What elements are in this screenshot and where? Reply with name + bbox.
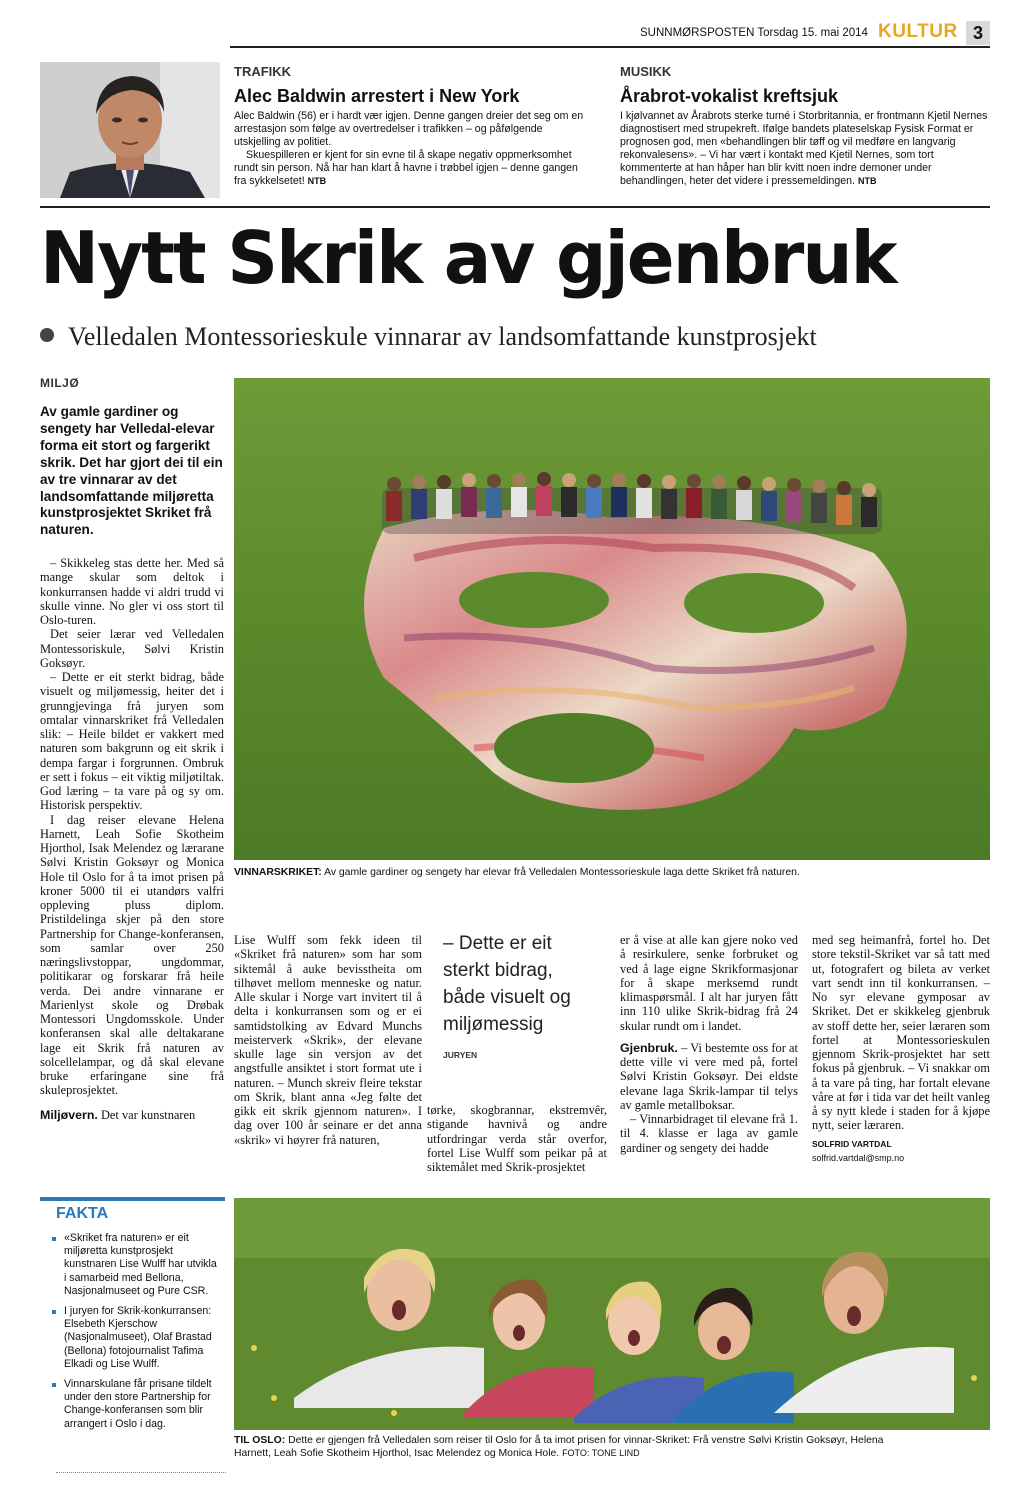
- portrait-photo: [40, 62, 220, 198]
- body-paragraph: – Vinnarbidraget til elevane frå 1. til 4. klasse er laga av gamle gardiner og sengety dei hadde: [620, 1112, 798, 1155]
- brief-title-arabrot: Årabrot-vokalist kreftsjuk: [620, 86, 839, 106]
- body-paragraph: tørke, skogbrannar, ekstremvêr, stigande havnivå og andre utfordringar verda står overfor, fortel Lise Wulff som peikar på at siktemålet med Skrik-prosjektet: [427, 1103, 607, 1174]
- brief-paragraph-text: Skuespilleren er kjent for sin evne til å skape negativ oppmerksomhet rundt sin person. Nå har han klart å havne i trøbbel igjen – denne gangen fra sykkelsetet!: [234, 149, 578, 188]
- group-photo-illustration: [234, 1198, 990, 1430]
- portrait-illustration: [40, 62, 220, 198]
- brief-byline: NTB: [857, 176, 877, 187]
- subheadline: [40, 322, 817, 352]
- fakta-item: Vinnarskulane får prisane tildelt under den store Partnership for Change-konferansen som blir arrangert i Oslo i dag.: [40, 1378, 225, 1431]
- article-column-1: [40, 556, 224, 1122]
- header-rule: [230, 46, 990, 48]
- group-photo-caption: [234, 1434, 990, 1460]
- article-column-2: [234, 933, 422, 1147]
- headline: Nytt Skrik av gjenbruk: [40, 216, 896, 300]
- caption-line-2: [234, 1447, 990, 1460]
- fakta-divider: [56, 1472, 226, 1473]
- byline-email[interactable]: solfrid.vartdal@smp.no: [812, 1152, 905, 1163]
- subsection-text: – Vi bestemte oss for at dette ville vi vere med på, fortel Sølvi Kristin Goksøyr. Dei eldste elevane laga Skrik-lampar til telys av gamle metallboksar.: [620, 1040, 798, 1112]
- brief-body-baldwin: [234, 110, 586, 189]
- brief-paragraph: Alec Baldwin (56) er i hardt vær igjen. Denne gangen dreier det seg om en arrestasjon som følge av overtredelser i trafikken – og påfølgende utskjelling av politiet.: [234, 110, 584, 149]
- page-number: 3: [966, 21, 990, 45]
- fakta-header: [40, 1197, 225, 1223]
- masthead: SUNNMØRSPOSTEN Torsdag 15. mai 2014: [640, 27, 868, 39]
- body-paragraph: – Skikkeleg stas dette her. Med så mange skular som deltok i konkurransen hadde vi aldri trudd vi skulle vinne. No gler vi oss stort til Oslo-turen.: [40, 556, 224, 627]
- subheadline-text: Velledalen Montessorieskule vinnarar av landsomfattande kunstprosjekt: [68, 322, 817, 351]
- caption-label: VINNARSKRIKET:: [234, 867, 322, 878]
- caption-label: TIL OSLO:: [234, 1435, 286, 1446]
- group-photo: [234, 1198, 990, 1430]
- section-rule: [40, 206, 990, 208]
- photo-credit: FOTO: TONE LIND: [562, 1448, 640, 1458]
- byline-name: SOLFRID VARTDAL: [812, 1138, 892, 1149]
- caption-text: Harnett, Leah Sofie Skotheim Hjorthol, Isac Melendez og Monica Hole.: [234, 1448, 560, 1459]
- subsection-lead: Gjenbruk.: [620, 1040, 678, 1055]
- fakta-list: [40, 1232, 225, 1438]
- fakta-title: FAKTA: [56, 1205, 109, 1222]
- skrik-artwork-photo: [234, 378, 990, 860]
- bullet-icon: [40, 328, 54, 342]
- body-paragraph: Lise Wulff som fekk ideen til «Skriket frå naturen» som har som siktemål å auke bevisstheita om tilhøvet mellom menneske og natur. Alle skular i Norge vart invitert til å delta i konkurransen som og er ei samtidstolking av Edvard Munchs meisterverk «Skrik», der elevane skulle lage sin versjon av det angstfulle ansiktet i stort format ute i naturen. – Munch skreiv fleire tekstar om Skrik, blant anna «Jeg følte det gikk eit skrik gjennom naturen». I dag over 100 år seinare er det anna «skrik» vi høyrer frå naturen,: [234, 933, 422, 1147]
- article-column-5: [812, 933, 990, 1165]
- caption-line-1: [234, 1434, 990, 1447]
- body-paragraph: er å vise at alle kan gjere noko ved å resirkulere, senke forbruket og ved å lage eigne Skrikformasjonar for å skape merksemd rundt klimaspørsmål. I alt har juryen fått inn 110 ulike Skrik-bidrag frå 24 skular rundt om i landet.: [620, 933, 798, 1033]
- caption-text: Av gamle gardiner og sengety har elevar frå Velledalen Montessorieskule laga dette Skriket frå naturen.: [324, 867, 800, 878]
- pull-quote: – Dette er eit sterkt bidrag, både visuelt og miljømessig: [443, 933, 571, 1035]
- fakta-item: I juryen for Skrik-konkurransen: Elsebeth Kjerschow (Nasjonalmuseet), Olaf Brastad (Bellona) fotojournalist Tafima Elkadi og Lise Wulff.: [40, 1305, 225, 1371]
- brief-kicker-trafikk: TRAFIKK: [234, 64, 292, 79]
- main-photo-caption: [234, 866, 990, 879]
- brief-body-arabrot: [620, 110, 990, 189]
- article-ingress: Av gamle gardiner og sengety har Velledal-elevar forma eit stort og fargerikt skrik. Det har gjort dei til ein av tre vinnarar av det landsomfattande miljøretta kunstprosjektet Skriket frå naturen.: [40, 404, 223, 538]
- article-column-4: [620, 933, 798, 1155]
- body-paragraph: I dag reiser elevane Helena Harnett, Leah Sofie Skotheim Hjorthol, Isak Melendez og lærarane Sølvi Kristin Goksøyr og Monica Hole til Oslo for å ta imot prisen på kroner 5000 til ei utandørs valfri oppleving pluss diplom. Pristildelinga skjer på den store Partnership for Change-konferansen, som samlar over 250 næringslivstoppar, ungdommar, politikarar og forskarar frå heile verda. Dei andre vinnarane er Marienlyst skole og Drøbak Montessori Ungdomsskole. Under konferansen skal alle deltakarane lage eit Skrik frå naturen av solcellelampar, og då skal elevane bruke erfaringane sine frå skuleprosjektet.: [40, 812, 224, 1098]
- brief-kicker-musikk: MUSIKK: [620, 64, 672, 79]
- byline: [812, 1137, 990, 1166]
- body-subsection: [620, 1041, 798, 1112]
- brief-paragraph-text: I kjølvannet av Årabrots sterke turné i Storbritannia, er frontmann Kjetil Nernes diagnostisert med strupekreft. Ifølge bandets plateselskap Fysisk Format er prognosen god, men «behandlingen blir tøff og vil medføre en langvarig rekonvalesens». – Vi har vært i kontakt med Kjetil Nernes, som tort kommenterte at han håper han blir kvitt noen indre demoner under behandlingen, heter det videre i pressemeldingen.: [620, 110, 988, 188]
- brief-byline: NTB: [307, 176, 327, 187]
- body-subsection: [40, 1108, 224, 1122]
- body-paragraph: Det seier lærar ved Velledalen Montessoriskule, Sølvi Kristin Goksøyr.: [40, 627, 224, 670]
- brief-title-baldwin: Alec Baldwin arrestert i New York: [234, 86, 520, 106]
- pull-quote-source: JURYEN: [443, 1050, 478, 1060]
- subsection-lead: Miljøvern.: [40, 1107, 98, 1122]
- caption-text: Dette er gjengen frå Velledalen som reiser til Oslo for å ta imot prisen for vinnar-Skriket: Frå venstre Sølvi Kristin Goksøyr, Helena: [288, 1435, 884, 1446]
- fakta-item: «Skriket fra naturen» er eit miljøretta kunstprosjekt kunstnaren Lise Wulff har utvikla i samarbeid med Bellona, Nasjonalmuseet og Pure CSR.: [40, 1232, 225, 1298]
- article-kicker: MILJØ: [40, 376, 80, 390]
- body-paragraph: med seg heimanfrå, fortel ho. Det store tekstil-Skriket var så tatt med ut, fotografert og bileta av verket vart sendt inn til konkurransen. – No syr elevane gymposar av Skriket. Det er skikkeleg gjenbruk av stoff dette her, seier læraren som fortel at Montessorieskulen gjennom Skrik-prosjektet har sett fokus på gjenbruk. – Vi snakkar om å ta vare på ting, har fortalt elevane våre at før i tida var det heilt vanleg å sy nytt klede i staden for å kjøpe nytt, seier læraren.: [812, 933, 990, 1133]
- main-photo-skrik: [234, 378, 990, 860]
- subsection-text: Det var kunstnaren: [100, 1107, 196, 1122]
- body-paragraph: – Dette er eit sterkt bidrag, både visuelt og miljømessig, heiter det i grunngjevinga frå juryen som omtalar vinnarskriket frå Velledalen slik: – Heile bildet er vakkert med naturen som bakgrunn og eit skrik i dempa fargar i forgrunnen. Ombruk er sett i fokus – eit viktig miljøtiltak. God læring – ta vare på og sy om. Historisk perspektiv.: [40, 670, 224, 813]
- brief-paragraph-with-byline: [620, 110, 990, 189]
- brief-paragraph-with-byline: [234, 149, 586, 188]
- article-column-3: [427, 1103, 607, 1174]
- section-label: KULTUR: [878, 21, 958, 42]
